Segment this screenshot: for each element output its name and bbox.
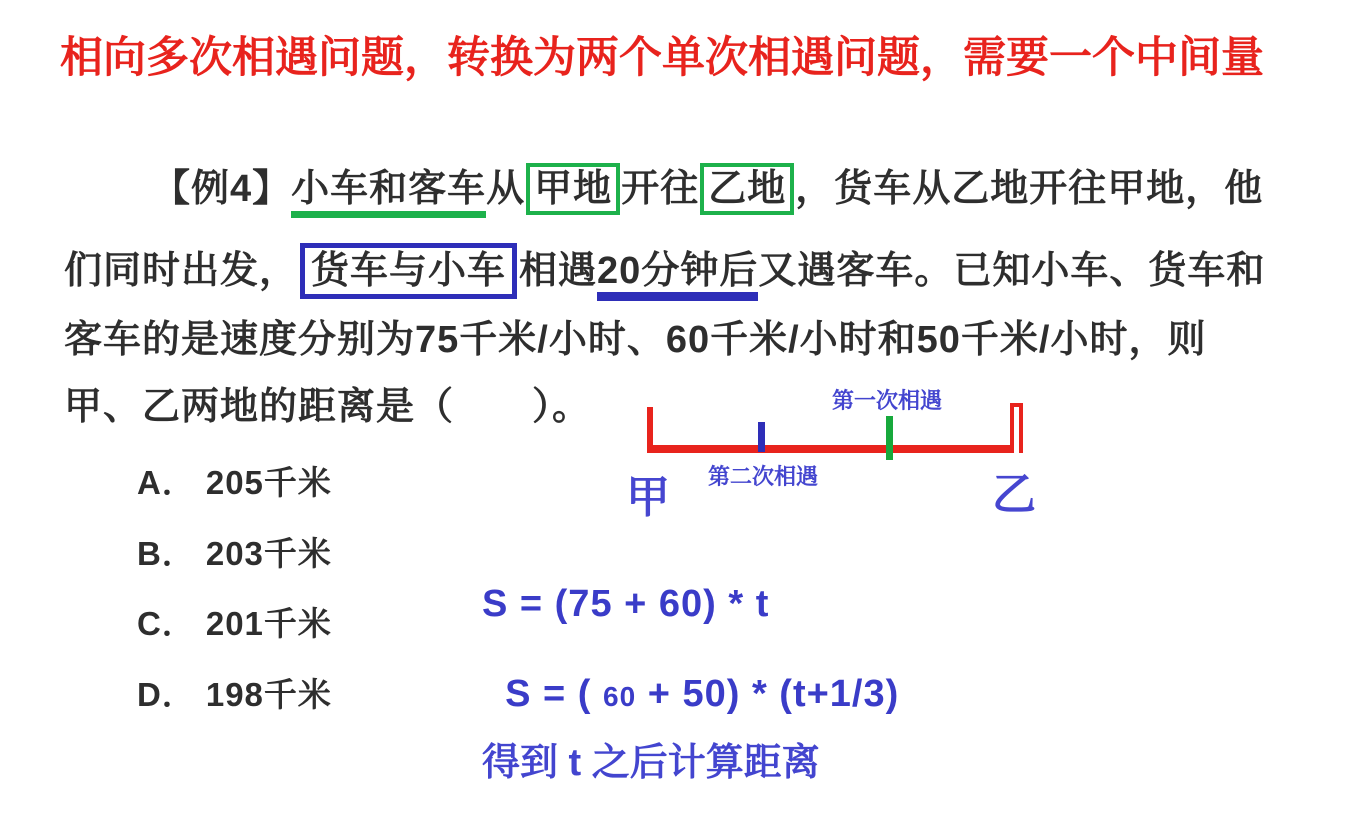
solution-note: 得到 t 之后计算距离 (482, 742, 820, 784)
first-meeting-tick (886, 416, 893, 460)
point-yi-label: 乙 (992, 470, 1036, 519)
option-a (137, 457, 332, 504)
green-underlined-text: 小车和客车 (291, 168, 486, 218)
text-segment: 从 (486, 168, 526, 210)
problem-line-1 (152, 165, 1263, 213)
text-segment: 相遇 (519, 250, 598, 292)
option-b (137, 528, 332, 575)
example-tag: 【例4】 (152, 168, 292, 210)
formula-2-post: + 50) * (t+1/3) (636, 673, 900, 715)
blue-boxed-text: 货车与小车 (300, 243, 517, 299)
first-meeting-label: 第一次相遇 (832, 388, 943, 413)
formula-2-pre: S = ( (505, 673, 603, 715)
option-b-value: 203千米 (205, 535, 332, 572)
diagram-right-end-double-tick (1010, 403, 1023, 453)
problem-line-3: 客车的是速度分别为75千米/小时、60千米/小时和50千米/小时，则 (64, 319, 1207, 361)
option-a-label: A． (137, 464, 196, 501)
text-segment: ，货车从乙地开往甲地，他 (795, 168, 1264, 210)
option-d (137, 669, 332, 716)
option-c (137, 598, 332, 645)
text-segment: 开往 (621, 168, 700, 210)
blue-underlined-text: 20分钟后 (597, 250, 758, 301)
page-title: 相向多次相遇问题，转换为两个单次相遇问题，需要一个中间量 (60, 34, 1264, 82)
text-segment: 又遇客车。已知小车、货车和 (758, 250, 1266, 292)
diagram-route-line (647, 445, 1023, 453)
problem-line-2 (64, 247, 1265, 295)
option-d-label: D． (137, 676, 196, 713)
problem-line-4: 甲、乙两地的距离是（ ）。 (64, 386, 592, 428)
second-meeting-label: 第二次相遇 (708, 464, 819, 489)
green-boxed-place-a: 甲地 (526, 163, 620, 215)
option-c-value: 201千米 (205, 605, 332, 642)
formula-1: S = (75 + 60) * t (482, 583, 770, 625)
formula-2 (482, 630, 899, 716)
option-b-label: B． (137, 535, 196, 572)
option-a-value: 205千米 (205, 464, 332, 501)
text-segment: 们同时出发， (64, 250, 299, 292)
point-jia-label: 甲 (626, 473, 670, 522)
formula-2-small-number: 60 (603, 681, 637, 712)
green-boxed-place-b: 乙地 (700, 163, 794, 215)
option-d-value: 198千米 (205, 676, 332, 713)
option-c-label: C． (137, 605, 196, 642)
second-meeting-tick (758, 422, 765, 452)
